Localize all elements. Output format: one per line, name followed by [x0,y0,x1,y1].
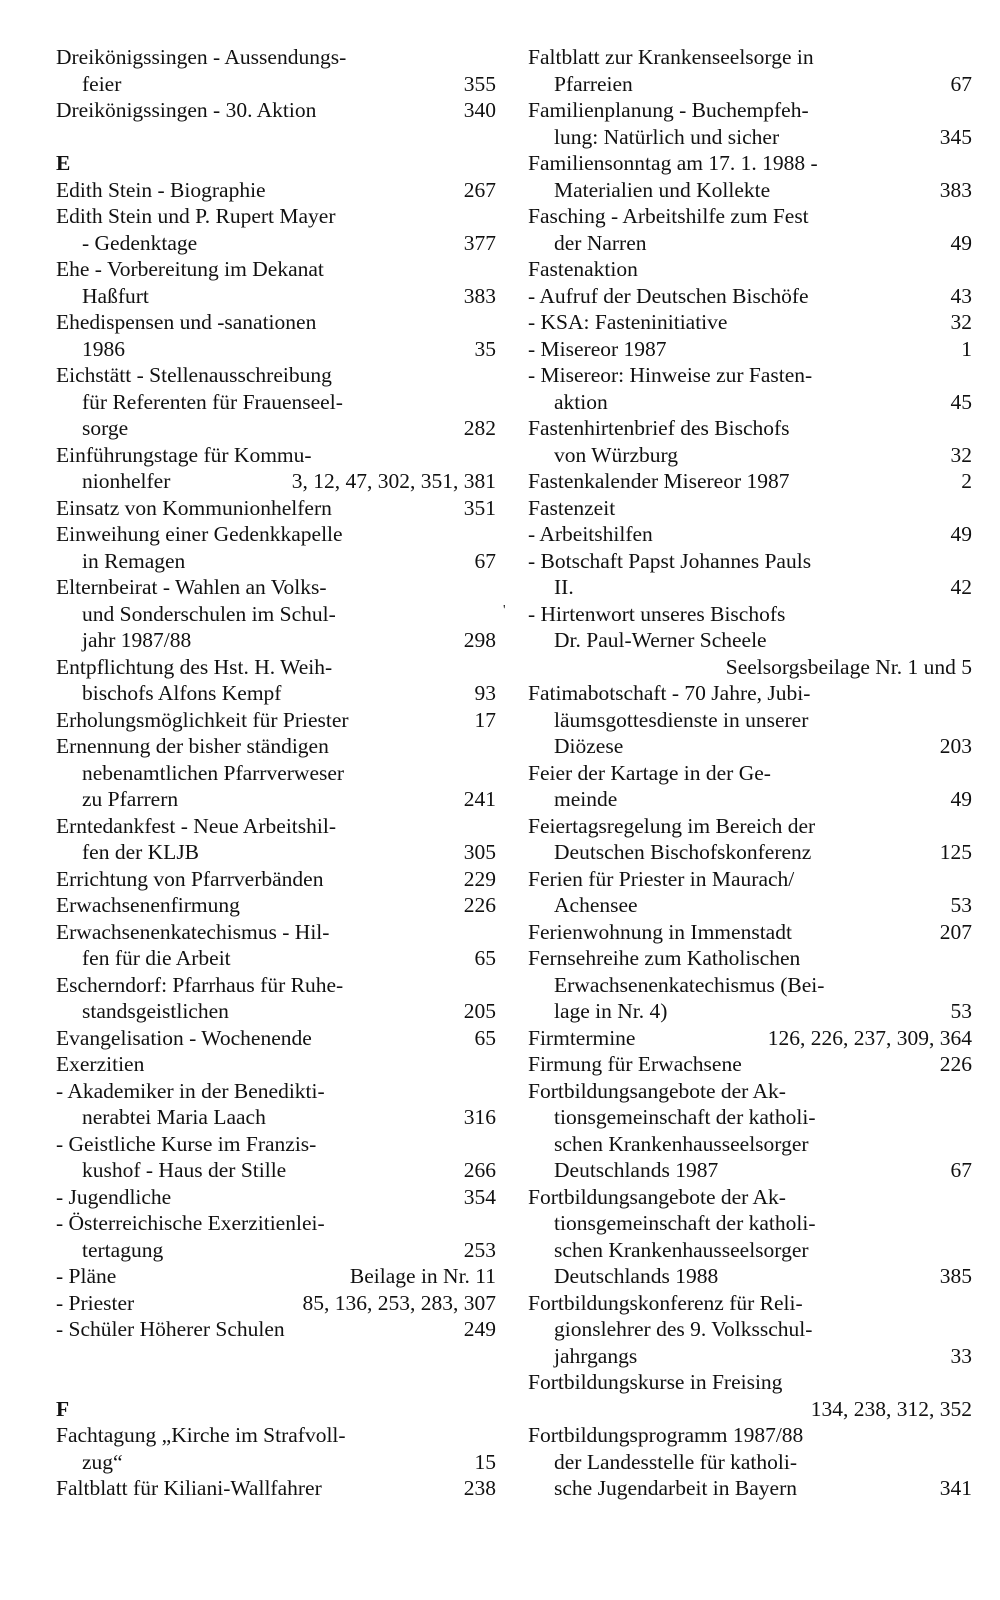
entry-text-continuation: nerabtei Maria Laach [82,1105,266,1129]
page-number: 207 [939,919,972,944]
page-number: 341 [939,1476,972,1500]
entry-text-continuation: tionsgemeinschaft der katholi- [554,1211,816,1235]
index-entry [56,919,496,972]
page-number: 226 [939,1052,972,1076]
entry-text: Einweihung einer Gedenkkapelle [56,522,343,546]
entry-text: - Arbeitshilfen [528,522,653,546]
page-number: 45 [950,389,972,414]
page-number: 126, 226, 237, 309, 364 [767,1025,972,1050]
index-entry [528,1369,972,1396]
entry-text-continuation: in Remagen [82,548,186,573]
entry-text: - Österreichische Exerzitienlei- [56,1211,325,1235]
index-subentry [56,1184,496,1211]
entry-text: Ernennung der bisher ständigen [56,734,329,758]
entry-text: Dreikönigssingen - 30. Aktion [56,98,317,122]
index-subentry [528,283,972,310]
index-entry [56,256,496,309]
page-number: 15 [474,1449,496,1474]
entry-text: Dreikönigssingen - Aussendungs- [56,45,347,69]
page-number: 305 [463,840,496,864]
entry-text-continuation: jahrgangs [554,1343,638,1368]
page-references: Seelsorgsbeilage Nr. 1 und 5 [725,654,972,679]
index-entry [56,972,496,1025]
page-number: 65 [474,946,496,970]
page-number: 249 [463,1317,496,1341]
entry-text-continuation: Deutschen Bischofskonferenz [554,840,812,864]
entry-text: Fastenaktion [528,257,638,281]
index-entry [528,150,972,203]
entry-text: Fortbildungsprogramm 1987/88 [528,1423,804,1447]
entry-text-continuation: für Referenten für Frauenseel- [82,389,343,414]
index-entry [56,574,496,654]
index-entry [56,177,496,204]
page-number: 2 [961,469,972,493]
entry-text: Exerzitien [56,1052,145,1076]
entry-text: - Misereor: Hinweise zur Fasten- [528,363,813,387]
entry-text: Ehedispensen und -sanationen [56,310,317,334]
entry-text: Fasching - Arbeitshilfe zum Fest [528,204,809,228]
entry-text: Firmung für Erwachsene [528,1052,742,1076]
index-entry [528,813,972,866]
index-entry [56,521,496,574]
section-heading: E [56,151,71,175]
entry-text-continuation: standsgeistlichen [82,999,229,1023]
page-number: 383 [463,283,496,308]
page-number: 345 [939,124,972,149]
page-number: 377 [463,230,496,255]
entry-text: Ehe - Vorbereitung im Dekanat [56,257,324,281]
entry-text: Einsatz von Kommunionhelfern [56,495,332,520]
page-number: 205 [463,999,496,1023]
entry-text: Escherndorf: Pfarrhaus für Ruhe- [56,972,344,997]
entry-text: Familienplanung - Buchempfeh- [528,98,809,122]
entry-text: - Misereor 1987 [528,336,667,361]
entry-text: - Priester [56,1290,135,1315]
page-number: 32 [950,310,972,334]
entry-text: Ferien für Priester in Maurach/ [528,866,795,891]
page-number: 355 [463,71,496,96]
index-entry [56,892,496,919]
entry-text: - Pläne [56,1264,117,1288]
index-subentry [528,601,972,654]
entry-text-continuation: der Narren [554,230,647,255]
index-entry [528,415,972,468]
index-subentry [528,548,972,601]
index-entry [528,203,972,256]
entry-text-continuation: Achensee [554,893,638,917]
entry-text-continuation: feier [82,71,122,96]
index-subentry [56,1078,496,1131]
index-entry [528,256,972,283]
page-number: 383 [939,177,972,202]
page-number: 267 [463,177,496,202]
entry-text: - KSA: Fasteninitiative [528,310,728,334]
page-number: 53 [950,999,972,1023]
entry-text-continuation: von Würzburg [554,442,679,467]
index-subentry [528,521,972,548]
page-number: 67 [950,71,972,96]
page-number: 49 [950,522,972,546]
index-entry [56,203,496,256]
index-entry [56,362,496,442]
page-number: 32 [950,442,972,467]
entry-text: Feiertagsregelung im Bereich der [528,813,816,838]
entry-text-continuation: nionhelfer [82,469,171,493]
index-entry [56,813,496,866]
entry-text-continuation: fen für die Arbeit [82,946,231,970]
page-number: 35 [474,336,496,361]
entry-text-continuation: meinde [554,787,618,811]
page-number: 282 [463,416,496,440]
entry-text-continuation: Dr. Paul-Werner Scheele [554,628,767,652]
page-number: 1 [961,336,972,361]
entry-text-continuation: der Landesstelle für katholi- [554,1449,797,1474]
index-entry [528,1422,972,1502]
page-number: 93 [474,681,496,705]
entry-text-continuation: Materialien und Kollekte [554,177,771,202]
entry-text: Fortbildungskonferenz für Reli- [528,1290,803,1315]
entry-text: Elternbeirat - Wahlen an Volks- [56,575,327,599]
index-column-left [56,44,496,1502]
entry-text-continuation: lage in Nr. 4) [554,999,668,1023]
index-entry [56,442,496,495]
index-subentry [528,362,972,415]
index-entry [528,919,972,946]
entry-text-continuation: sche Jugendarbeit in Bayern [554,1476,797,1500]
page-number: 316 [463,1105,496,1129]
entry-text: Fachtagung „Kirche im Strafvoll- [56,1423,346,1447]
page-references: 134, 238, 312, 352 [810,1396,972,1421]
index-entry [528,945,972,1025]
entry-text-continuation: lung: Natürlich und sicher [554,124,780,149]
index-subentry [56,1290,496,1317]
index-entry-continuation [528,654,972,681]
entry-text-continuation: - Gedenktage [82,230,198,255]
entry-text: Fastenkalender Misereor 1987 [528,469,790,493]
page-number: 241 [463,787,496,811]
entry-text-continuation: gionslehrer des 9. Volksschul- [554,1317,813,1341]
page-number: 33 [950,1343,972,1368]
entry-text: Fortbildungsangebote der Ak- [528,1078,786,1103]
page-number: 43 [950,283,972,308]
entry-text: Fortbildungsangebote der Ak- [528,1184,786,1209]
entry-text-continuation: Diözese [554,734,624,758]
index-entry [56,1422,496,1475]
entry-text: Familiensonntag am 17. 1. 1988 - [528,151,818,175]
entry-text: Eichstätt - Stellenausschreibung [56,363,332,387]
entry-text-continuation: fen der KLJB [82,840,200,864]
entry-text-continuation: kushof - Haus der Stille [82,1158,287,1182]
entry-text-continuation: tionsgemeinschaft der katholi- [554,1105,816,1129]
entry-text-continuation: läumsgottesdienste in unserer [554,707,809,732]
entry-text-continuation: Haßfurt [82,283,149,308]
entry-text: Fortbildungskurse in Freising [528,1370,783,1394]
entry-text: - Schüler Höherer Schulen [56,1317,285,1341]
index-subentry [56,1131,496,1184]
entry-text-continuation: schen Krankenhausseelsorger [554,1131,809,1156]
entry-text-continuation: tertagung [82,1237,164,1262]
entry-text: - Aufruf der Deutschen Bischöfe [528,283,809,308]
section-heading: F [56,1396,70,1421]
entry-text-continuation: Deutschlands 1988 [554,1264,719,1288]
page-number: 238 [463,1476,496,1500]
index-column-right [528,44,972,1502]
entry-text: - Geistliche Kurse im Franzis- [56,1131,317,1156]
page-number: 351 [463,495,496,520]
page-number: 253 [463,1237,496,1262]
index-entry [56,1025,496,1052]
entry-text: Firmtermine [528,1025,636,1050]
index-entry [528,1051,972,1078]
entry-text: - Akademiker in der Benedikti- [56,1078,325,1103]
page-number: 67 [474,548,496,573]
index-entry [528,1184,972,1290]
page-number: 3, 12, 47, 302, 351, 381 [291,469,496,493]
index-entry [528,1078,972,1184]
entry-text-continuation: schen Krankenhausseelsorger [554,1237,809,1262]
entry-text: Feier der Kartage in der Ge- [528,760,771,785]
entry-text: Erntedankfest - Neue Arbeitshil- [56,813,337,838]
entry-text-continuation: nebenamtlichen Pfarrverweser [82,760,345,785]
page-number: 354 [463,1184,496,1209]
entry-text-continuation: Pfarreien [554,71,633,96]
index-entry [56,309,496,362]
entry-text-continuation: Erwachsenenkatechismus (Bei- [554,972,825,997]
entry-text: Errichtung von Pfarrverbänden [56,866,324,891]
entry-text-continuation: aktion [554,389,608,414]
index-subentry [56,1316,496,1343]
entry-text-continuation: und Sonderschulen im Schul- [82,601,336,626]
entry-text: Fastenzeit [528,495,616,520]
entry-text: Edith Stein - Biographie [56,177,266,202]
index-entry [56,707,496,734]
page-number: 298 [463,628,496,652]
page-number: 67 [950,1158,972,1182]
page-number: 229 [463,866,496,891]
page-number: 203 [939,734,972,758]
page-number: 125 [939,840,972,864]
index-entry [56,1051,496,1078]
page-number: 385 [939,1264,972,1288]
entry-text: Erwachsenenfirmung [56,893,240,917]
page-number: 340 [463,98,496,122]
entry-text: Entpflichtung des Hst. H. Weih- [56,654,333,679]
index-subentry [56,1210,496,1263]
entry-text: Erholungsmöglichkeit für Priester [56,707,349,732]
entry-text-continuation: zu Pfarrern [82,787,179,811]
index-entry [528,495,972,522]
page-number: 17 [474,707,496,732]
page-number: 53 [950,893,972,917]
index-entry [56,495,496,522]
entry-text: - Botschaft Papst Johannes Pauls [528,548,812,573]
page-number: Beilage in Nr. 11 [349,1264,496,1288]
entry-text: Fastenhirtenbrief des Bischofs [528,416,790,440]
page-number: 266 [463,1158,496,1182]
index-entry [56,733,496,813]
index-entry [528,680,972,760]
page-number: 49 [950,230,972,255]
stray-mark: ' [503,603,506,618]
entry-text-continuation: bischofs Alfons Kempf [82,681,282,705]
index-subentry [528,309,972,336]
entry-text: Ferienwohnung in Immenstadt [528,919,792,944]
index-entry [528,44,972,97]
entry-text-continuation: zug“ [82,1449,123,1474]
index-entry [528,866,972,919]
index-subentry [56,1263,496,1290]
index-entry [56,654,496,707]
entry-text: Einführungstage für Kommu- [56,442,312,467]
entry-text: - Hirtenwort unseres Bischofs [528,601,786,626]
index-entry [56,44,496,97]
index-entry [528,1025,972,1052]
index-entry [56,1475,496,1502]
entry-text-continuation: 1986 [82,336,125,361]
entry-text-continuation: Deutschlands 1987 [554,1158,719,1182]
entry-text: Fernsehreihe zum Katholischen [528,946,801,970]
index-entry [528,468,972,495]
entry-text: Evangelisation - Wochenende [56,1025,312,1050]
entry-text-continuation: sorge [82,416,129,440]
index-subentry [528,336,972,363]
page-number: 42 [950,575,972,599]
entry-text-continuation: II. [554,575,574,599]
entry-text: - Jugendliche [56,1184,172,1209]
index-entry [56,97,496,124]
entry-text: Erwachsenenkatechismus - Hil- [56,919,330,944]
page-number: 65 [474,1025,496,1050]
page-number: 226 [463,893,496,917]
index-entry [528,97,972,150]
index-entry [528,760,972,813]
entry-text-continuation: jahr 1987/88 [82,628,192,652]
index-entry [528,1290,972,1370]
index-entry-continuation [528,1396,972,1423]
entry-text: Faltblatt zur Krankenseelsorge in [528,45,814,69]
entry-text: Faltblatt für Kiliani-Wallfahrer [56,1476,322,1500]
page-number: 49 [950,787,972,811]
page-number: 85, 136, 253, 283, 307 [302,1290,496,1315]
index-entry [56,866,496,893]
entry-text: Fatimabotschaft - 70 Jahre, Jubi- [528,681,811,705]
entry-text: Edith Stein und P. Rupert Mayer [56,204,336,228]
